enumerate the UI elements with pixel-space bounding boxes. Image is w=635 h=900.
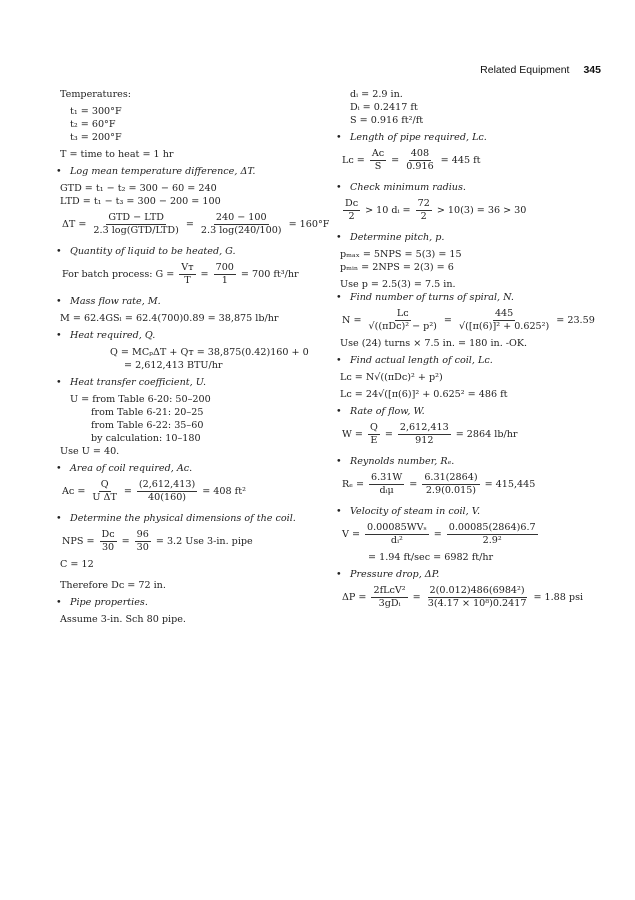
reynolds-heading: • Reynolds number, Rₑ. [340, 455, 610, 468]
turns-f1-num: Lᴄ [396, 308, 409, 319]
batch-f2-den: 1 [221, 275, 228, 286]
lmtd-heading: • Log mean temperature difference, ΔT. [60, 165, 325, 178]
flow-f1-num: Q [369, 422, 378, 433]
reynolds-fraction-1 [369, 472, 404, 497]
actual-length-result: Lᴄ = 24√([π(6)]² + 0.625² = 486 ft [340, 389, 508, 400]
batch-fraction-1 [179, 262, 195, 287]
velocity-result: = 1.94 ft/sec = 6982 ft/hr [368, 552, 494, 563]
area-f1-num: Q [100, 479, 109, 490]
pitch-min: pₘᵢₙ = 2NPS = 2(3) = 6 [340, 262, 454, 273]
batch-fraction-2 [214, 262, 236, 287]
length-f1-den: S [374, 161, 382, 172]
dc-value: Therefore Dᴄ = 72 in. [60, 580, 166, 591]
actual-length-heading: • Find actual length of coil, Lᴄ. [340, 354, 610, 367]
flow-lhs: W = [342, 429, 363, 440]
inner-diameter-in: dᵢ = 2.9 in. [350, 89, 403, 100]
u-table-6-21: from Table 6-21: 20–25 [91, 407, 204, 418]
delta-t-fraction-1 [91, 212, 180, 237]
radius-heading: • Check minimum radius. [340, 181, 610, 194]
delta-t-f2-den: 2.3 log(240/100) [200, 225, 282, 236]
delta-t-result: = 160°F [288, 219, 330, 230]
turns-f2-num: 445 [494, 308, 514, 319]
flow-rate-equation: W = $\frac{Q}{E}$ = $\frac{2,612,413}{912}$ = 2864 lb/hr [342, 422, 518, 446]
area-result: = 408 ft² [202, 486, 246, 497]
mass-flow-equation: M = 62.4GSₗ = 62.4(700)0.89 = 38,875 lb/hr [60, 313, 279, 324]
reynolds-fraction-2 [422, 472, 479, 497]
running-head [480, 64, 601, 76]
inner-diameter-ft: Dᵢ = 0.2417 ft [350, 102, 418, 113]
delta-t-equation: ΔT = $\frac{\text{GTD − LTD}}{\text{2.3 log(GTD/LTD)}}$ = $\frac{240 - 100}{2.3 \log(240/100)}$ = 160°F [62, 212, 330, 236]
velocity-lhs: V = [342, 529, 361, 540]
velocity-heading: • Velocity of steam in coil, V. [340, 505, 610, 518]
nps-fraction-1 [100, 529, 117, 554]
temp-t3: t₃ = 200°F [70, 132, 122, 143]
area-f1-den: U ΔT [92, 492, 117, 503]
delta-t-fraction-2 [199, 212, 284, 237]
left-column [60, 88, 330, 626]
velocity-f1-den: dᵢ² [390, 535, 403, 546]
dimensions-heading: • Determine the physical dimensions of the coil. [60, 512, 325, 525]
velocity-fraction-1 [365, 522, 429, 547]
area-heading: • Area of coil required, Aᴄ. [60, 462, 325, 475]
u-calculation: by calculation: 10–180 [91, 433, 201, 444]
pressure-fraction-1 [371, 585, 407, 610]
pitch-use: Use p = 2.5(3) = 7.5 in. [340, 279, 456, 290]
nps-lhs: NPS = [62, 536, 95, 547]
length-equation: Lᴄ = $\frac{\text{Aᴄ}}{S}$ = $\frac{408}{0.916}$ = 445 ft [342, 148, 481, 172]
velocity-fraction-2 [447, 522, 538, 547]
pipe-length-heading: • Length of pipe required, Lᴄ. [340, 131, 610, 144]
flow-f2-den: 912 [415, 435, 434, 446]
turns-heading: • Find number of turns of spiral, N. [340, 291, 610, 304]
reynolds-f1-den: dᵢμ [379, 485, 394, 496]
reynolds-f2-num: 6.31(2864) [424, 472, 478, 483]
length-fraction-1 [370, 148, 386, 173]
radius-f2-den: 2 [420, 211, 427, 222]
length-f2-den: 0.916 [406, 161, 434, 172]
pressure-f1-den: 3gDᵢ [378, 598, 401, 609]
flow-rate-heading: • Rate of flow, W. [340, 405, 610, 418]
length-lhs: Lᴄ = [342, 155, 365, 166]
nps-fraction-2 [135, 529, 151, 554]
radius-equation [340, 198, 610, 223]
delta-t-f1-num: GTD − LTD [108, 212, 164, 223]
actual-length-formula: Lᴄ = N√((πDᴄ)² + p²) [340, 372, 443, 383]
heat-equation-2: = 2,612,413 BTU/hr [124, 360, 223, 371]
temperatures-heading: Temperatures: [60, 89, 132, 100]
radius-fraction-1 [343, 198, 360, 223]
nps-f1-num: Dᴄ [101, 529, 115, 540]
pressure-drop-equation: ΔP = $\frac{\text{2fLᴄV²}}{\text{3gDᵢ}}$ = $\frac{\text{2(0.012)486(6984²)}}{\text{3(4.17 × 10⁸)0.2417}}$ = 1.88 psi [342, 585, 584, 609]
pressure-lhs: ΔP = [342, 592, 367, 603]
velocity-equation: V = $\frac{\text{0.00085WVₛ}}{\text{dᵢ²}}$ = $\frac{0.00085(2864)6.7}{\text{2.9²}}$ [342, 522, 536, 546]
pressure-drop-heading: • Pressure drop, ΔP. [340, 568, 610, 581]
u-heading: • Heat transfer coefficient, U. [60, 376, 325, 389]
radius-f1-num: Dᴄ [345, 198, 359, 209]
radius-f1-den: 2 [348, 211, 355, 222]
nps-f2-num: 96 [136, 529, 149, 540]
nps-f1-den: 30 [101, 542, 115, 553]
pipe-properties-heading: • Pipe properties. [60, 596, 325, 609]
radius-f2-num: 72 [417, 198, 430, 209]
pressure-fraction-2 [426, 585, 529, 610]
length-fraction-2 [404, 148, 435, 173]
pressure-f1-num: 2fLᴄV² [373, 585, 406, 596]
length-f2-num: 408 [410, 148, 430, 159]
reynolds-result: = 415,445 [484, 479, 536, 490]
turns-fraction-2 [457, 308, 551, 333]
reynolds-lhs: Rₑ = [342, 479, 365, 490]
right-column [340, 88, 610, 614]
turns-f1-den: √((πDᴄ)² − p²) [368, 321, 437, 332]
area-fraction-2 [137, 479, 197, 504]
flow-fraction-2 [398, 422, 451, 447]
flow-f1-den: E [370, 435, 378, 446]
flow-result: = 2864 lb/hr [455, 429, 518, 440]
temp-t1: t₁ = 300°F [70, 106, 122, 117]
nps-result: = 3.2 Use 3-in. pipe [155, 536, 253, 547]
time-to-heat: T = time to heat = 1 hr [60, 149, 174, 160]
pitch-max: pₘₐₓ = 5NPS = 5(3) = 15 [340, 249, 462, 260]
heat-equation-1: Q = MCₚΔT + Qᴛ = 38,875(0.42)160 + 0 [110, 347, 309, 358]
page-number: 345 [583, 64, 601, 76]
pipe-assumption: Assume 3-in. Sch 80 pipe. [60, 614, 186, 625]
area-equation: Aᴄ = $\frac{Q}{\text{U ΔT}}$ = $\frac{(2,612,413)}{40(160)}$ = 408 ft² [62, 479, 246, 503]
delta-t-f1-den: 2.3 log(GTD/LTD) [93, 225, 179, 236]
delta-t-f2-num: 240 − 100 [215, 212, 267, 223]
turns-fraction-1 [366, 308, 438, 333]
length-result: = 445 ft [440, 155, 481, 166]
velocity-f1-num: 0.00085WVₛ [367, 522, 427, 533]
turns-equation: N = $\frac{\text{Lᴄ}}{\text{√((πDᴄ)² − p²)}}$ = $\frac{445}{\text{√([π(6)]² + 0.625²)}}$ = 23.59 [342, 308, 595, 332]
ltd-equation: LTD = t₁ − t₃ = 300 − 200 = 100 [60, 196, 221, 207]
heat-required-heading: • Heat required, Q. [60, 329, 325, 342]
flow-f2-num: 2,612,413 [399, 422, 449, 433]
reynolds-f2-den: 2.9(0.015) [425, 485, 477, 496]
u-table-6-22: from Table 6-22: 35–60 [91, 420, 204, 431]
area-f2-den: 40(160) [148, 492, 187, 503]
u-use: Use U = 40. [60, 446, 120, 457]
length-f1-num: Aᴄ [371, 148, 385, 159]
radius-result: > 10(3) = 36 > 30 [436, 205, 527, 216]
gtd-equation: GTD = t₁ − t₂ = 300 − 60 = 240 [60, 183, 217, 194]
batch-f1-num: Vᴛ [181, 262, 194, 273]
area-fraction-1 [90, 479, 118, 504]
turns-use: Use (24) turns × 7.5 in. = 180 in. -OK. [340, 338, 528, 349]
nps-equation: NPS = $\frac{\text{Dᴄ}}{30}$ = $\frac{96}{30}$ = 3.2 Use 3-in. pipe [62, 529, 253, 553]
area-f2-num: (2,612,413) [138, 479, 196, 490]
flow-fraction-1 [368, 422, 380, 447]
batch-f1-den: T [184, 275, 191, 286]
mass-flow-heading: • Mass flow rate, M. [60, 295, 325, 308]
area-lhs: Aᴄ = [62, 486, 86, 497]
running-head-title: Related Equipment [480, 64, 570, 76]
u-table-6-20: U = from Table 6-20: 50–200 [70, 394, 211, 405]
temp-t2: t₂ = 60°F [70, 119, 116, 130]
radius-fraction-2 [416, 198, 432, 223]
c-value: C = 12 [60, 559, 94, 570]
pressure-result: = 1.88 psi [533, 592, 584, 603]
turns-result: = 23.59 [556, 315, 595, 326]
turns-f2-den: √([π(6)]² + 0.625²) [458, 321, 550, 332]
reynolds-f1-num: 6.31W [371, 472, 403, 483]
pressure-f2-den: 3(4.17 × 10⁸)0.2417 [427, 598, 527, 609]
delta-t-lhs: ΔT = [62, 219, 87, 230]
reynolds-equation: Rₑ = $\frac{6.31W}{\text{dᵢμ}}$ = $\frac{6.31(2864)}{2.9(0.015)}$ = 415,445 [342, 472, 536, 496]
quantity-heading: • Quantity of liquid to be heated, G. [60, 245, 325, 258]
surface-per-ft: S = 0.916 ft²/ft [350, 115, 424, 126]
pressure-f2-num: 2(0.012)486(6984²) [429, 585, 525, 596]
batch-equation: For batch process: G = $\frac{\text{Vᴛ}}{T}$ = $\frac{700}{1}$ = 700 ft³/hr [62, 262, 299, 286]
nps-f2-den: 30 [136, 542, 149, 553]
velocity-f2-num: 0.00085(2864)6.7 [448, 522, 536, 533]
batch-f2-num: 700 [215, 262, 234, 273]
batch-result: = 700 ft³/hr [240, 269, 299, 280]
radius-mid: > 10 dᵢ = [365, 205, 411, 216]
turns-lhs: N = [342, 315, 362, 326]
batch-lhs: For batch process: G = [62, 269, 175, 280]
velocity-f2-den: 2.9² [482, 535, 502, 546]
pitch-heading: • Determine pitch, p. [340, 231, 610, 244]
